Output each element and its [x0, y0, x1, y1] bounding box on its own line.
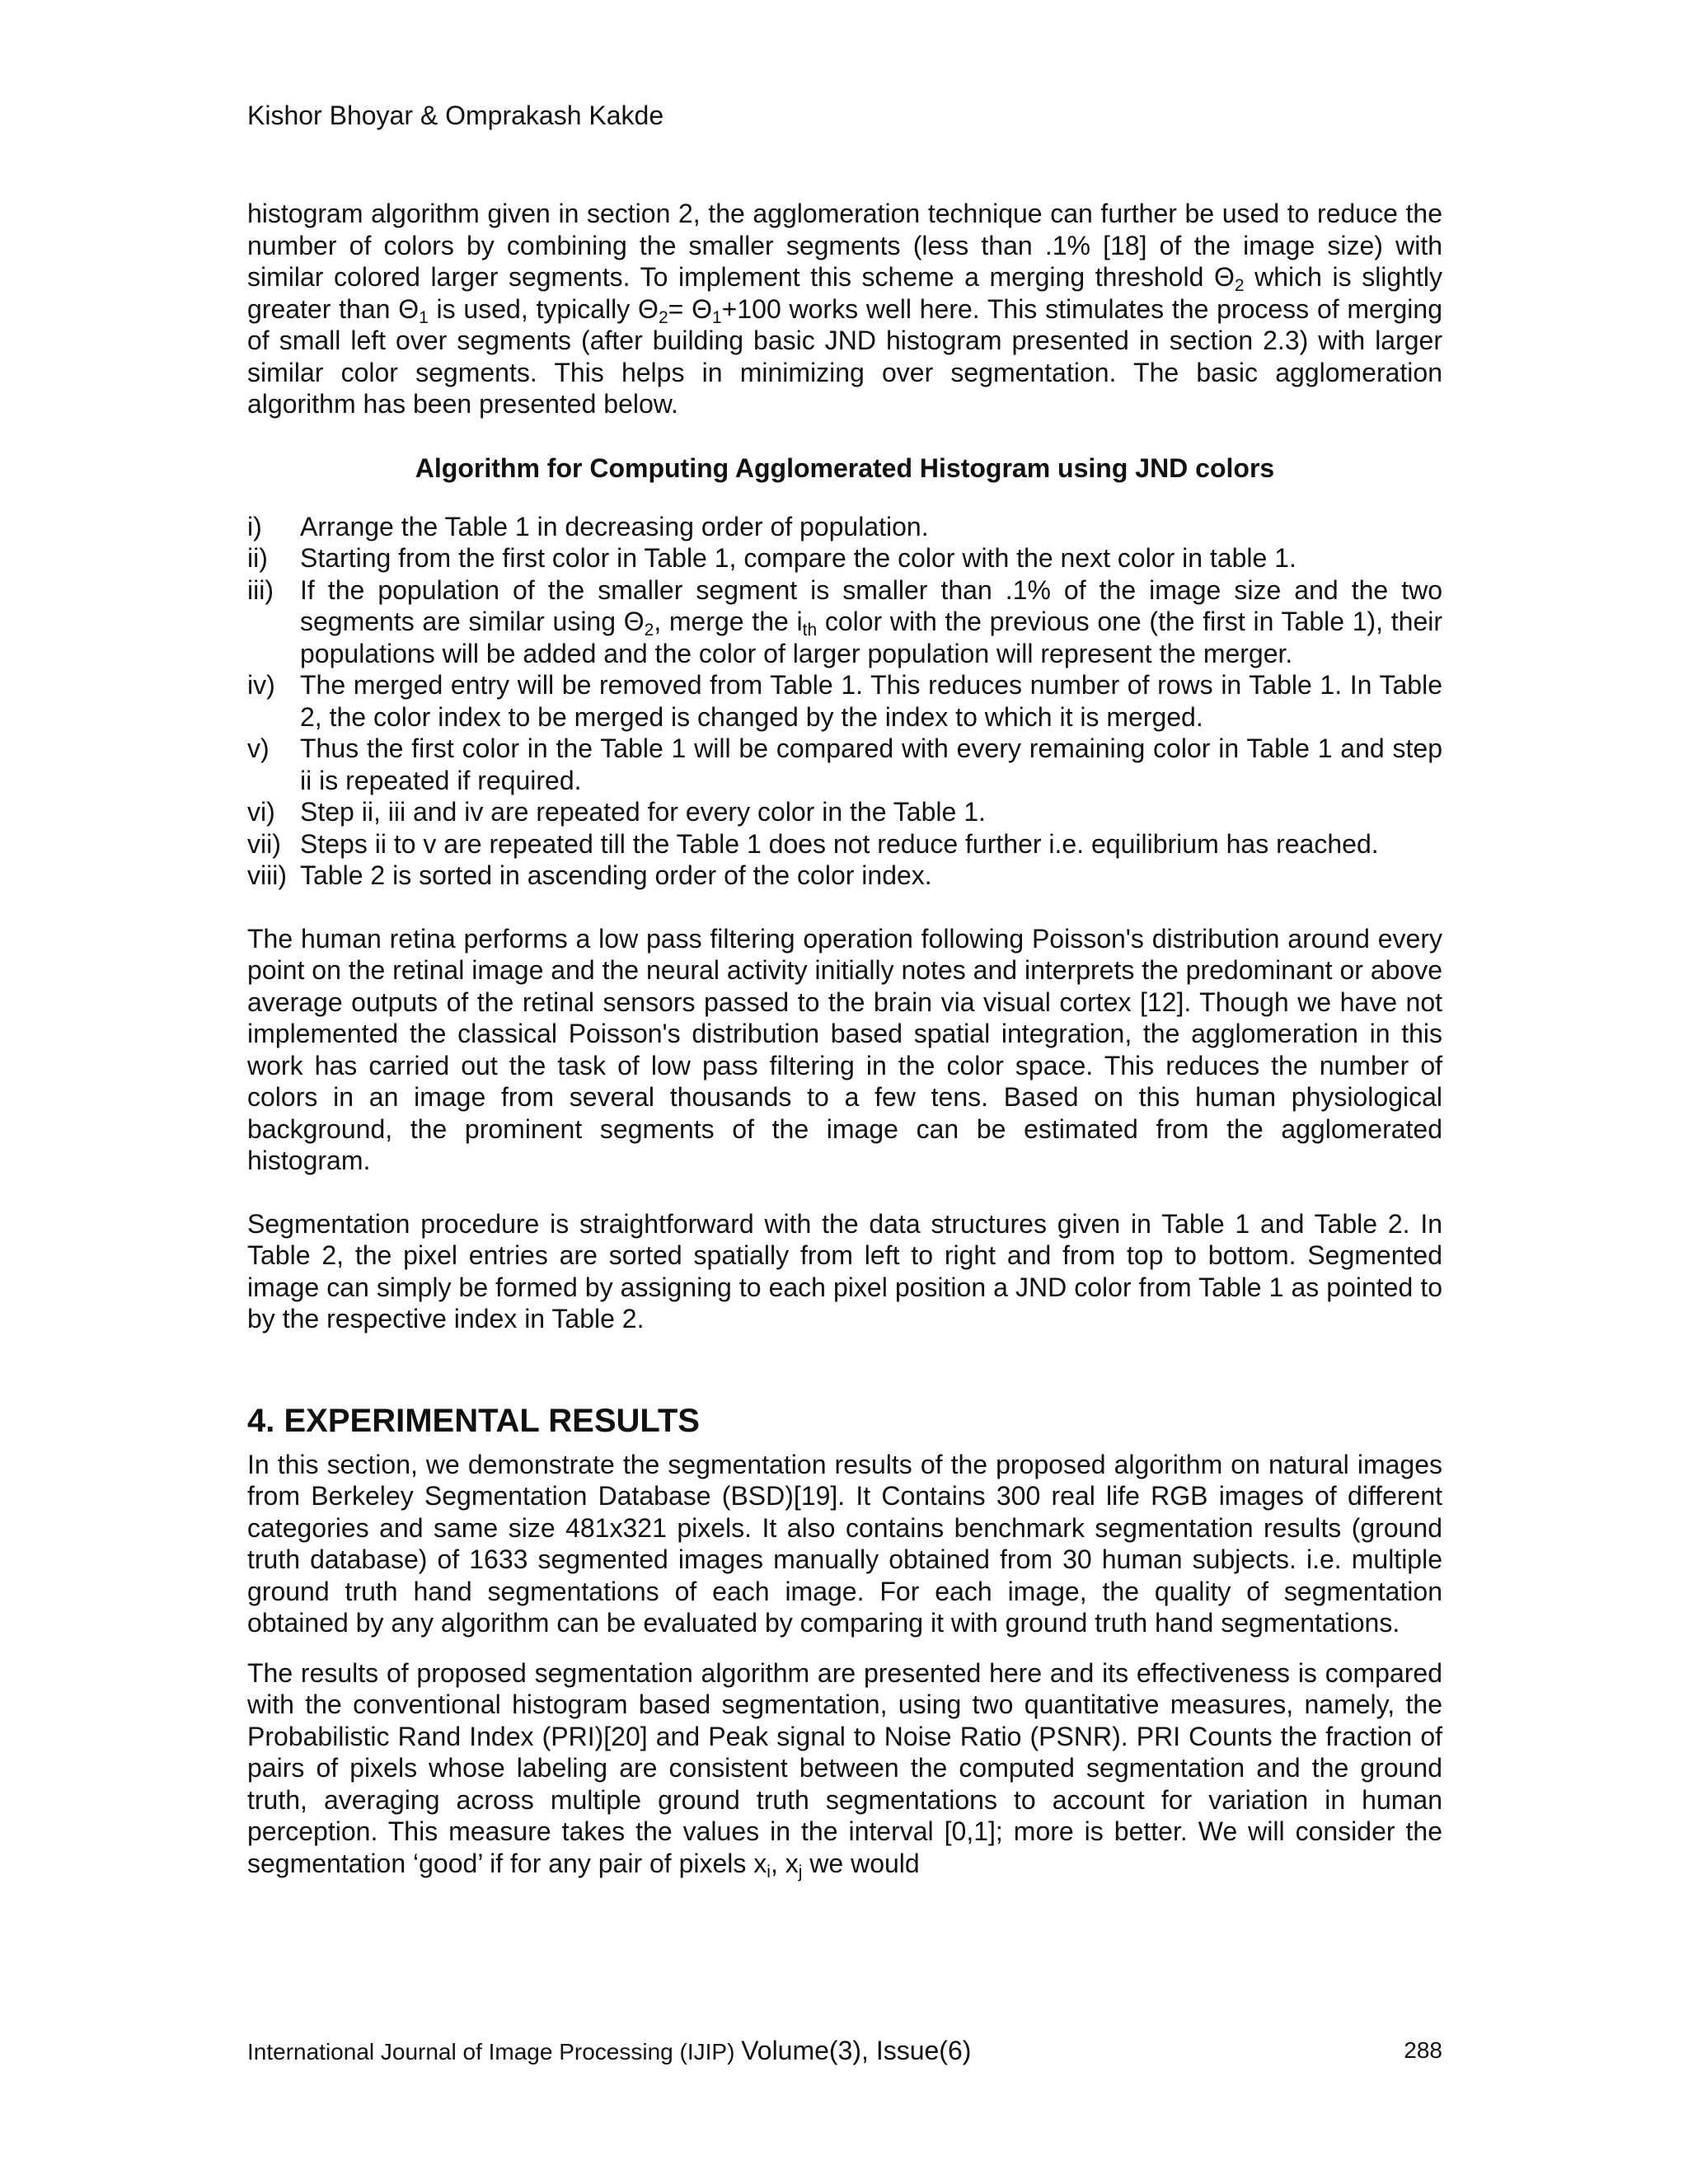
algorithm-title: Algorithm for Computing Agglomerated Histogram using JND colors [415, 452, 1275, 483]
text-run: +100 works well here. This stimulates the process of merging of small left over segments (after building basic JND histogram presented in section 2.3) with larger similar color segments. This helps in minimizing over segmentation. The basic agglomeration algorithm has been presented below. [247, 293, 1442, 419]
step-number: v) [247, 733, 270, 763]
step-text: The merged entry will be removed from Table 1. This reduces number of rows in Table 1. In Table 2, the color index to be merged is changed by the index to which it is merged. [300, 670, 1442, 732]
text-run: color with the previous one (the first in Table 1), their populations will be added and the color of larger population will represent the merger. [300, 607, 1443, 668]
text-run: The results of proposed segmentation algorithm are presented here and its effectiveness is compared with the conventional histogram based segmentation, using two quantitative measures, namely, the Probabilistic Rand Index (PRI)[20] and Peak signal to Noise Ratio (PSNR). PRI Counts the fraction of pairs of pixels whose labeling are consistent between the computed segmentation and the ground truth, averaging across multiple ground truth segmentations to account for variation in human perception. This measure takes the values in the interval [0,1]; more is better. We will consider the segmentation ‘good’ if for any pair of pixels x [247, 1657, 1442, 1878]
text-run: If the population of the smaller segment is smaller than .1% of the image size and the two segments are similar using Θ [300, 574, 1442, 636]
step-text: Arrange the Table 1 in decreasing order of population. [300, 511, 929, 541]
journal-name: International Journal of Image Processing (IJIP) [247, 2039, 742, 2064]
intro-paragraph [247, 198, 1442, 420]
journal-volume: Volume(3), Issue(6) [741, 2036, 972, 2065]
journal-citation [247, 2036, 971, 2067]
algorithm-step [247, 511, 1442, 543]
page-footer [247, 2036, 1442, 2067]
text-run: = Θ [668, 293, 712, 324]
subscript: th [802, 621, 818, 640]
step-text [300, 574, 1442, 670]
step-text: Starting from the first color in Table 1, compare the color with the next color in table 1. [300, 543, 1296, 573]
step-text: Steps ii to v are repeated till the Table 1 does not reduce further i.e. equilibrium has reached. [300, 828, 1379, 859]
step-number: ii) [247, 543, 268, 573]
text-run: which is slightly greater than Θ [247, 262, 1443, 324]
step-number: iv) [247, 670, 275, 700]
subscript: 1 [711, 307, 722, 327]
step-number: vi) [247, 797, 275, 827]
paper-page [247, 0, 1442, 2184]
subscript: 2 [658, 307, 668, 327]
step-text: Step ii, iii and iv are repeated for every color in the Table 1. [300, 797, 986, 827]
text-run: , x [770, 1848, 799, 1878]
retina-paragraph: The human retina performs a low pass filtering operation following Poisson's distribution around every point on the retinal image and the neural activity initially notes and interprets the predominant or above average outputs of the retinal sensors passed to the brain via visual cortex [12]. Though we have not implemented the classical Poisson's distribution based spatial integration, the agglomeration in this work has carried out the task of low pass filtering in the color space. This reduces the number of colors in an image from several thousands to a few tens. Based on this human physiological background, the prominent segments of the image can be estimated from the agglomerated histogram. [247, 923, 1442, 1175]
text-run: we would [802, 1848, 920, 1878]
algorithm-step [247, 669, 1442, 733]
step-number: vii) [247, 828, 281, 859]
algorithm-step [247, 574, 1442, 670]
step-text: Thus the first color in the Table 1 will be compared with every remaining color in Table 1 and step ii is repeated if required. [300, 733, 1442, 795]
subscript: 1 [419, 307, 429, 327]
step-text: Table 2 is sorted in ascending order of the color index. [300, 860, 932, 890]
segmentation-procedure-paragraph: Segmentation procedure is straightforward with the data structures given in Table 1 and Table 2. In Table 2, the pixel entries are sorted spatially from left to right and from top to bottom. Segmented image can simply be formed by assigning to each pixel position a JND color from Table 1 as pointed to by the respective index in Table 2. [247, 1208, 1442, 1333]
page-number: 288 [1404, 2037, 1442, 2063]
subscript: j [798, 1862, 803, 1882]
algorithm-step [247, 828, 1442, 860]
main-content [247, 198, 1443, 1882]
step-number: iii) [247, 574, 274, 605]
running-header-authors: Kishor Bhoyar & Omprakash Kakde [247, 101, 664, 130]
algorithm-step [247, 542, 1442, 574]
algorithm-step [247, 860, 1442, 892]
experimental-paragraph-2 [247, 1657, 1442, 1880]
subscript: 2 [1234, 276, 1245, 295]
text-run: , merge the i [654, 607, 803, 636]
subscript: i [767, 1862, 771, 1882]
algorithm-step [247, 796, 1442, 828]
section-heading: 4. EXPERIMENTAL RESULTS [247, 1402, 700, 1439]
step-number: viii) [247, 860, 287, 890]
text-run: is used, typically Θ [428, 293, 659, 324]
step-number: i) [247, 511, 262, 541]
subscript: 2 [644, 621, 654, 640]
experimental-paragraph-1: In this section, we demonstrate the segmentation results of the proposed algorithm on natural images from Berkeley Segmentation Database (BSD)[19]. It Contains 300 real life RGB images of different categories and same size 481x321 pixels. It also contains benchmark segmentation results (ground truth database) of 1633 segmented images manually obtained from 30 human subjects. i.e. multiple ground truth hand segmentations of each image. For each image, the quality of segmentation obtained by any algorithm can be evaluated by comparing it with ground truth hand segmentations. [247, 1449, 1442, 1638]
algorithm-step [247, 733, 1442, 796]
text-run: histogram algorithm given in section 2, the agglomeration technique can further be used to reduce the number of colors by combining the smaller segments (less than .1% [18] of the image size) with similar colored larger segments. To implement this scheme a merging threshold Θ [247, 199, 1442, 292]
algorithm-steps [247, 511, 1442, 892]
